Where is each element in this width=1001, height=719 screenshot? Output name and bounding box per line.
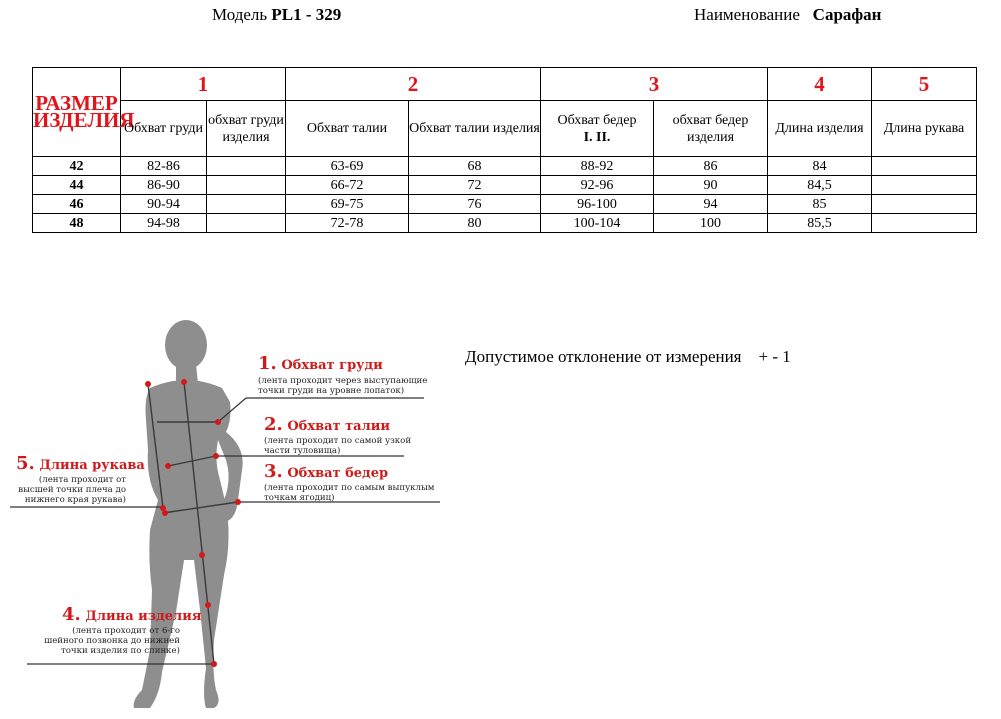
table-cell: 86-90 bbox=[121, 176, 207, 195]
svg-text:точки изделия по спинке): точки изделия по спинке) bbox=[60, 646, 180, 656]
table-cell: 100 bbox=[654, 214, 768, 233]
table-cell: 100-104 bbox=[541, 214, 654, 233]
table-row bbox=[33, 157, 977, 176]
table-cell bbox=[872, 214, 977, 233]
svg-text:4. Длина изделия: 4. Длина изделия bbox=[62, 604, 202, 625]
svg-text:нижнего края рукава): нижнего края рукава) bbox=[24, 495, 126, 505]
size-cell: 44 bbox=[33, 176, 121, 195]
table-cell: 66-72 bbox=[286, 176, 409, 195]
svg-text:(лента проходит от: (лента проходит от bbox=[38, 475, 126, 485]
svg-text:(лента проходит от 6-го: (лента проходит от 6-го bbox=[72, 626, 180, 636]
column-header-row bbox=[33, 101, 977, 157]
tolerance-label: Допустимое отклонение от измерения bbox=[465, 347, 742, 366]
table-cell bbox=[207, 214, 286, 233]
svg-text:части туловища): части туловища) bbox=[264, 446, 341, 456]
col-chest-garment: обхват груди изделия bbox=[207, 101, 286, 157]
table-cell: 86 bbox=[654, 157, 768, 176]
svg-text:(лента проходит по самым выпук: (лента проходит по самым выпуклым bbox=[264, 483, 435, 493]
table-cell bbox=[207, 195, 286, 214]
model-line bbox=[212, 5, 341, 25]
tolerance-value: + - 1 bbox=[758, 347, 791, 366]
table-cell: 94 bbox=[654, 195, 768, 214]
group-3-header: 3 bbox=[541, 68, 768, 101]
size-cell: 48 bbox=[33, 214, 121, 233]
table-cell bbox=[207, 176, 286, 195]
table-cell: 94-98 bbox=[121, 214, 207, 233]
table-cell: 88-92 bbox=[541, 157, 654, 176]
name-label: Наименование bbox=[694, 5, 800, 24]
col-waist-garment: Обхват талии изделия bbox=[409, 101, 541, 157]
group-1-header: 1 bbox=[121, 68, 286, 101]
size-table bbox=[32, 67, 977, 233]
group-2-header: 2 bbox=[286, 68, 541, 101]
table-cell bbox=[872, 195, 977, 214]
size-column-header: РАЗМЕР ИЗДЕЛИЯ bbox=[33, 68, 121, 157]
table-cell: 63-69 bbox=[286, 157, 409, 176]
svg-text:3. Обхват бедер: 3. Обхват бедер bbox=[264, 461, 389, 482]
label-hips bbox=[264, 461, 435, 503]
size-cell: 46 bbox=[33, 195, 121, 214]
table-cell: 84 bbox=[768, 157, 872, 176]
col-hips-label: Обхват бедер bbox=[557, 112, 637, 128]
table-cell: 69-75 bbox=[286, 195, 409, 214]
col-sleeve: Длина рукава bbox=[872, 101, 977, 157]
model-value: PL1 - 329 bbox=[271, 5, 342, 24]
table-row bbox=[33, 176, 977, 195]
table-cell bbox=[872, 157, 977, 176]
col-hips-suffix: I. II. bbox=[583, 129, 611, 145]
svg-text:точкам ягодиц): точкам ягодиц) bbox=[264, 493, 335, 503]
col-hips bbox=[541, 101, 654, 157]
name-value: Сарафан bbox=[812, 5, 882, 24]
label-waist bbox=[264, 414, 411, 456]
group-4-header: 4 bbox=[768, 68, 872, 101]
svg-text:шейного позвонка до нижней: шейного позвонка до нижней bbox=[44, 636, 180, 646]
table-cell bbox=[872, 176, 977, 195]
table-cell: 90 bbox=[654, 176, 768, 195]
svg-text:1. Обхват груди: 1. Обхват груди bbox=[258, 353, 383, 374]
svg-text:(лента проходит через выступаю: (лента проходит через выступающие bbox=[258, 376, 428, 386]
table-cell bbox=[207, 157, 286, 176]
table-cell: 84,5 bbox=[768, 176, 872, 195]
size-cell: 42 bbox=[33, 157, 121, 176]
table-cell: 92-96 bbox=[541, 176, 654, 195]
svg-text:5. Длина рукава: 5. Длина рукава bbox=[16, 453, 145, 474]
label-chest bbox=[258, 353, 427, 396]
table-row bbox=[33, 195, 977, 214]
table-cell: 72-78 bbox=[286, 214, 409, 233]
col-hips-garment: обхват бедер изделия bbox=[654, 101, 768, 157]
col-chest: Обхват груди bbox=[121, 101, 207, 157]
table-cell: 85,5 bbox=[768, 214, 872, 233]
label-length bbox=[44, 604, 202, 656]
table-cell: 76 bbox=[409, 195, 541, 214]
svg-text:2. Обхват талии: 2. Обхват талии bbox=[264, 414, 391, 435]
table-row bbox=[33, 214, 977, 233]
col-waist: Обхват талии bbox=[286, 101, 409, 157]
table-cell: 68 bbox=[409, 157, 541, 176]
table-cell: 72 bbox=[409, 176, 541, 195]
group-header-row bbox=[33, 68, 977, 101]
table-cell: 80 bbox=[409, 214, 541, 233]
name-line bbox=[694, 5, 881, 25]
svg-text:высшей точки плеча до: высшей точки плеча до bbox=[18, 485, 126, 495]
group-5-header: 5 bbox=[872, 68, 977, 101]
tolerance-note bbox=[465, 347, 791, 367]
svg-text:(лента проходит по самой узкой: (лента проходит по самой узкой bbox=[264, 436, 412, 446]
label-sleeve bbox=[16, 453, 145, 505]
table-cell: 85 bbox=[768, 195, 872, 214]
measurement-figure bbox=[0, 300, 460, 719]
col-length: Длина изделия bbox=[768, 101, 872, 157]
table-cell: 90-94 bbox=[121, 195, 207, 214]
table-cell: 96-100 bbox=[541, 195, 654, 214]
model-label: Модель bbox=[212, 5, 268, 24]
table-cell: 82-86 bbox=[121, 157, 207, 176]
svg-text:точки груди на уровне лопаток): точки груди на уровне лопаток) bbox=[258, 386, 405, 396]
